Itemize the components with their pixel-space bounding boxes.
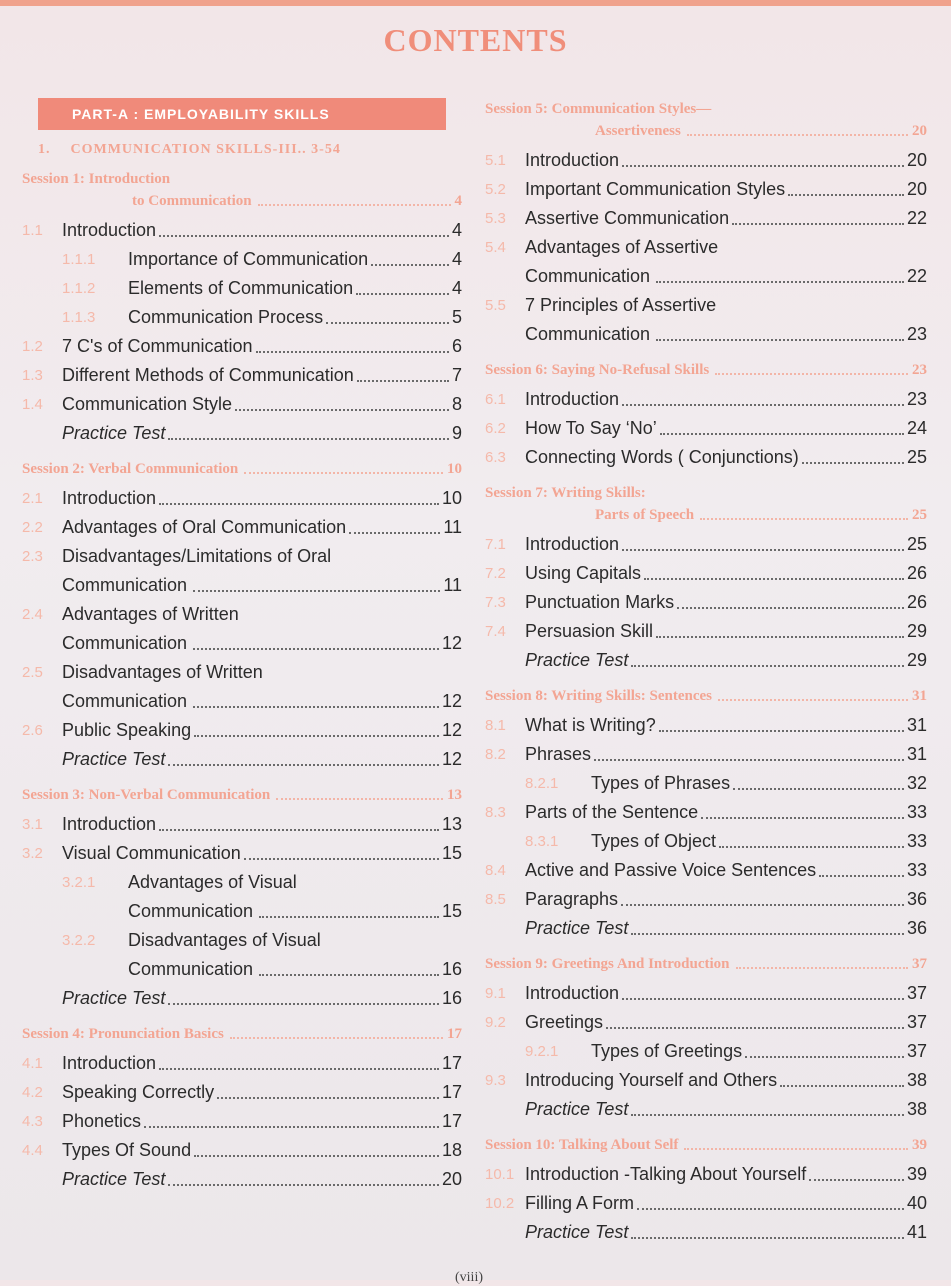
entry-page: 33 [906,831,927,851]
session-title: Session 3: Non-Verbal Communication [22,787,271,803]
session-title: Session 8: Writing Skills: Sentences [485,688,712,704]
entry-page: 36 [906,889,927,909]
entry-number: 8.3.1 [525,833,559,850]
entry-label-cont: Communication [62,575,188,595]
entry-page: 26 [906,563,927,583]
entry-number: 6.3 [485,449,506,466]
entry-number: 4.1 [22,1055,43,1072]
session-page: 17 [447,1026,462,1042]
toc-entry[interactable] [485,204,927,233]
session-page: 39 [912,1137,927,1153]
entry-number: 3.2.2 [62,932,96,949]
entry-page: 24 [906,418,927,438]
entry-page: 12 [441,720,462,740]
session-title: Session 9: Greetings And Introduction [485,956,730,972]
entry-number: 4.3 [22,1113,43,1130]
toc-entry[interactable] [485,769,927,798]
toc-entry[interactable] [485,233,927,262]
session-title-cont: to Communication [132,193,252,209]
entry-page: 13 [441,814,462,834]
entry-page: 23 [906,389,927,409]
entry-number: 5.3 [485,210,506,227]
entry-label: Visual Communication [62,843,241,863]
entry-label: Practice Test [62,988,166,1008]
entry-page: 25 [906,447,927,467]
entry-number: 1.1.1 [62,251,96,268]
entry-label-cont: Communication [62,633,188,653]
practice-test-entry[interactable] [22,745,462,774]
entry-label: Different Methods of Communication [62,365,354,385]
toc-entry[interactable] [22,716,462,745]
entry-page: 11 [443,517,462,537]
entry-page: 38 [906,1099,927,1119]
toc-entry[interactable] [22,513,462,542]
entry-label: Advantages of Assertive [525,237,719,257]
entry-label: Greetings [525,1012,604,1032]
entry-number: 5.2 [485,181,506,198]
session-7-heading[interactable] [485,482,927,526]
session-page: 25 [912,507,927,523]
entry-page: 12 [441,633,462,653]
entry-page: 4 [451,249,462,269]
entry-number: 7.4 [485,623,506,640]
session-3-heading[interactable] [22,784,462,806]
session-6-heading[interactable] [485,359,927,381]
entry-number: 1.3 [22,367,43,384]
entry-page: 6 [451,336,462,356]
toc-entry[interactable] [22,868,462,897]
entry-continuation[interactable] [22,629,462,658]
toc-entry[interactable] [485,979,927,1008]
toc-entry[interactable] [485,1189,927,1218]
entry-continuation[interactable] [22,897,462,926]
toc-entry[interactable] [485,617,927,646]
entry-number: 6.1 [485,391,506,408]
session-page: 13 [447,787,462,803]
entry-page: 18 [441,1140,462,1160]
entry-continuation[interactable] [485,262,927,291]
toc-entry[interactable] [485,1066,927,1095]
entry-number: 2.1 [22,490,43,507]
entry-label: Introduction [62,814,157,834]
entry-number: 1.1.2 [62,280,96,297]
entry-number: 1.2 [22,338,43,355]
entry-label: Introduction [62,488,157,508]
toc-entry[interactable] [22,303,462,332]
session-title-cont: Parts of Speech [595,507,695,523]
entry-number: 6.2 [485,420,506,437]
entry-page: 33 [906,802,927,822]
page-title: CONTENTS [383,22,568,58]
toc-entry[interactable] [22,1136,462,1165]
entry-number: 2.2 [22,519,43,536]
entry-label: Advantages of Visual [128,872,297,892]
toc-entry[interactable] [22,1107,462,1136]
entry-label: Disadvantages of Written [62,662,263,682]
session-page: 23 [912,362,927,378]
entry-label: Disadvantages of Visual [128,930,321,950]
entry-label: Connecting Words ( Conjunctions) [525,447,799,467]
toc-entry[interactable] [485,146,927,175]
entry-page: 17 [441,1053,462,1073]
entry-page: 11 [443,575,462,595]
toc-entry[interactable] [22,274,462,303]
practice-test-entry[interactable] [485,1095,927,1124]
entry-number: 10.2 [485,1195,515,1212]
entry-page: 29 [906,650,927,670]
entry-label: Disadvantages/Limitations of Oral [62,546,332,566]
toc-entry[interactable] [485,385,927,414]
entry-label: Types of Object [591,831,717,851]
entry-number: 1.1.3 [62,309,96,326]
toc-entry[interactable] [22,216,462,245]
toc-entry[interactable] [485,443,927,472]
entry-page: 31 [906,744,927,764]
entry-number: 10.1 [485,1166,515,1183]
entry-page: 15 [441,843,462,863]
session-title: Session 7: Writing Skills: [485,485,646,501]
toc-entry[interactable] [485,559,927,588]
entry-label: Communication Style [62,394,233,414]
entry-number: 9.3 [485,1072,506,1089]
entry-page: 20 [906,150,927,170]
entry-page: 36 [906,918,927,938]
entry-number: 1.4 [22,396,43,413]
session-title: Session 10: Talking About Self [485,1137,679,1153]
entry-label: Paragraphs [525,889,619,909]
toc-entry[interactable] [485,711,927,740]
session-2-heading[interactable] [22,458,462,480]
entry-page: 41 [906,1222,927,1242]
session-page: 31 [912,688,927,704]
entry-number: 3.2 [22,845,43,862]
toc-entry[interactable] [22,332,462,361]
toc-entry[interactable] [22,810,462,839]
entry-number: 2.5 [22,664,43,681]
session-page: 4 [454,193,462,209]
entry-label: Introduction [525,983,620,1003]
top-border [0,0,951,6]
toc-entry[interactable] [22,542,462,571]
entry-page: 12 [441,749,462,769]
entry-label: Introduction [525,534,620,554]
practice-test-entry[interactable] [485,914,927,943]
entry-number: 3.1 [22,816,43,833]
entry-label: Advantages of Oral Communication [62,517,347,537]
practice-test-entry[interactable] [22,984,462,1013]
entry-label: Introduction -Talking About Yourself [525,1164,807,1184]
entry-label: Persuasion Skill [525,621,654,641]
entry-label: Practice Test [525,1222,629,1242]
entry-number: 5.4 [485,239,506,256]
toc-entry[interactable] [485,175,927,204]
entry-page: 40 [906,1193,927,1213]
entry-page: 33 [906,860,927,880]
entry-number: 8.2.1 [525,775,559,792]
entry-page: 23 [906,324,927,344]
toc-entry[interactable] [485,885,927,914]
session-title: Session 6: Saying No-Refusal Skills [485,362,710,378]
entry-number: 4.4 [22,1142,43,1159]
entry-page: 5 [451,307,462,327]
chapter-heading: 1. COMMUNICATION SKILLS-III.. 3-54 [38,142,341,157]
toc-entry[interactable] [22,390,462,419]
entry-label-cont: Communication [525,324,651,344]
toc-entry[interactable] [485,1160,927,1189]
entry-label: Advantages of Written [62,604,239,624]
entry-label: How To Say ‘No’ [525,418,657,438]
entry-page: 16 [441,988,462,1008]
entry-label: Types of Greetings [591,1041,743,1061]
entry-number: 8.1 [485,717,506,734]
chapter-label: COMMUNICATION SKILLS-III [70,142,298,157]
toc-entry[interactable] [485,856,927,885]
entry-label: Importance of Communication [128,249,369,269]
entry-label: Phrases [525,744,592,764]
entry-number: 2.4 [22,606,43,623]
session-page: 20 [912,123,927,139]
entry-label: Practice Test [525,918,629,938]
part-banner: PART-A : EMPLOYABILITY SKILLS [38,98,446,130]
toc-entry[interactable] [485,414,927,443]
toc-entry[interactable] [22,1078,462,1107]
entry-label: Types Of Sound [62,1140,192,1160]
entry-label: Introducing Yourself and Others [525,1070,778,1090]
toc-entry[interactable] [22,361,462,390]
session-5-heading[interactable] [485,98,927,142]
toc-entry[interactable] [485,1008,927,1037]
entry-label: Active and Passive Voice Sentences [525,860,817,880]
entry-label: Practice Test [62,423,166,443]
chapter-pages: 3-54 [311,142,341,157]
session-title: Session 1: Introduction [22,171,171,187]
entry-label: Parts of the Sentence [525,802,699,822]
left-column [22,92,462,1194]
entry-label: Important Communication Styles [525,179,786,199]
entry-number: 5.1 [485,152,506,169]
toc-entry[interactable] [22,484,462,513]
entry-label: Filling A Form [525,1193,635,1213]
entry-page: 20 [441,1169,462,1189]
entry-label: What is Writing? [525,715,656,735]
toc-entry[interactable] [22,839,462,868]
entry-number: 4.2 [22,1084,43,1101]
toc-entry[interactable] [485,1037,927,1066]
session-title-cont: Assertiveness [595,123,681,139]
entry-page: 37 [906,983,927,1003]
entry-label: Assertive Communication [525,208,730,228]
entry-label: 7 C's of Communication [62,336,253,356]
entry-number: 7.3 [485,594,506,611]
toc-entry[interactable] [485,291,927,320]
toc-entry[interactable] [22,926,462,955]
entry-label: Phonetics [62,1111,142,1131]
entry-number: 8.3 [485,804,506,821]
entry-continuation[interactable] [22,955,462,984]
toc-entry[interactable] [485,530,927,559]
entry-continuation[interactable] [485,320,927,349]
entry-page: 12 [441,691,462,711]
entry-continuation[interactable] [22,571,462,600]
entry-page: 26 [906,592,927,612]
entry-number: 8.2 [485,746,506,763]
session-page: 10 [447,461,462,477]
entry-number: 3.2.1 [62,874,96,891]
entry-number: 8.4 [485,862,506,879]
entry-number: 1.1 [22,222,43,239]
toc-entry[interactable] [485,798,927,827]
toc-entry[interactable] [485,740,927,769]
entry-label-cont: Communication [128,901,254,921]
session-title: Session 5: Communication Styles— [485,101,712,117]
entry-page: 16 [441,959,462,979]
practice-test-entry[interactable] [22,419,462,448]
entry-page: 25 [906,534,927,554]
entry-page: 38 [906,1070,927,1090]
entry-page: 37 [906,1041,927,1061]
entry-number: 7.2 [485,565,506,582]
entry-number: 9.2 [485,1014,506,1031]
entry-label: Introduction [62,220,157,240]
entry-label: Speaking Correctly [62,1082,215,1102]
entry-page: 39 [906,1164,927,1184]
entry-number: 8.5 [485,891,506,908]
entry-continuation[interactable] [22,687,462,716]
session-10-heading[interactable] [485,1134,927,1156]
entry-page: 31 [906,715,927,735]
practice-test-entry[interactable] [22,1165,462,1194]
entry-page: 20 [906,179,927,199]
session-page: 37 [912,956,927,972]
toc-entry[interactable] [22,245,462,274]
page-number: (viii) [455,1270,483,1285]
session-title: Session 2: Verbal Communication [22,461,239,477]
entry-page: 10 [441,488,462,508]
session-1-heading[interactable] [22,168,462,212]
right-column [485,92,927,1247]
toc-entry[interactable] [22,600,462,629]
entry-label: Punctuation Marks [525,592,675,612]
session-title: Session 4: Pronunciation Basics [22,1026,224,1042]
toc-entry[interactable] [22,1049,462,1078]
entry-page: 8 [451,394,462,414]
entry-number: 5.5 [485,297,506,314]
entry-page: 37 [906,1012,927,1032]
entry-page: 22 [906,208,927,228]
entry-label-cont: Communication [525,266,651,286]
entry-page: 7 [451,365,462,385]
toc-entry[interactable] [22,658,462,687]
entry-page: 17 [441,1111,462,1131]
entry-label: Types of Phrases [591,773,731,793]
entry-page: 29 [906,621,927,641]
session-4-heading[interactable] [22,1023,462,1045]
entry-page: 15 [441,901,462,921]
session-9-heading[interactable] [485,953,927,975]
entry-label: Elements of Communication [128,278,354,298]
entry-label: 7 Principles of Assertive [525,295,717,315]
entry-page: 17 [441,1082,462,1102]
entry-number: 2.3 [22,548,43,565]
entry-page: 9 [451,423,462,443]
entry-page: 4 [451,278,462,298]
toc-entry[interactable] [485,827,927,856]
entry-page: 4 [451,220,462,240]
chapter-number: 1. [38,142,51,157]
entry-number: 2.6 [22,722,43,739]
entry-label: Practice Test [525,650,629,670]
practice-test-entry[interactable] [485,1218,927,1247]
practice-test-entry[interactable] [485,646,927,675]
entry-label-cont: Communication [62,691,188,711]
entry-label: Public Speaking [62,720,192,740]
entry-page: 32 [906,773,927,793]
entry-label: Using Capitals [525,563,642,583]
entry-label-cont: Communication [128,959,254,979]
entry-label: Introduction [525,389,620,409]
toc-entry[interactable] [485,588,927,617]
session-8-heading[interactable] [485,685,927,707]
entry-number: 7.1 [485,536,506,553]
entry-label: Introduction [62,1053,157,1073]
entry-label: Practice Test [62,749,166,769]
entry-label: Practice Test [62,1169,166,1189]
entry-page: 22 [906,266,927,286]
entry-number: 9.1 [485,985,506,1002]
entry-label: Practice Test [525,1099,629,1119]
entry-number: 9.2.1 [525,1043,559,1060]
entry-label: Communication Process [128,307,324,327]
entry-label: Introduction [525,150,620,170]
